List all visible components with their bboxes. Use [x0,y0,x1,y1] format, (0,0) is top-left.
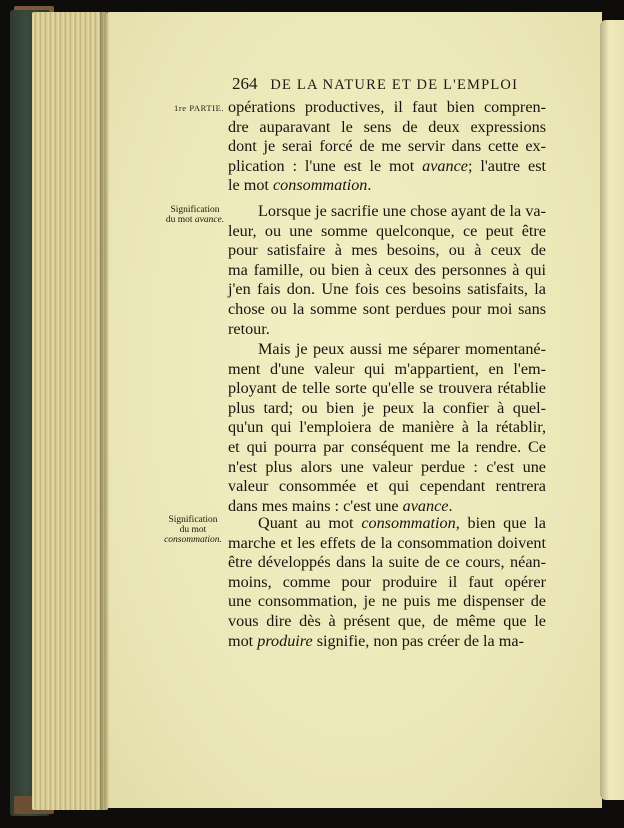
italic-term: avance [422,156,468,175]
text-line: leur, ou une somme quelconque, ce peut être [228,221,546,240]
text-line: chose ou la somme sont perdues pour moi sans [228,299,546,318]
text-line: mot produire signifie, non pas créer de la ma- [228,631,524,650]
text-line: dre auparavant le sens de deux expressions [228,117,546,136]
part-label: 1re PARTIE. [174,103,225,113]
text-line: qu'un qui l'emploiera de manière à la rétablir, [228,418,546,437]
text-line: j'en fais don. Une fois ces besoins satisfaits, la [228,280,546,299]
text-line: Quant au mot consommation, bien que la [258,514,546,532]
text-line: une consommation, je ne puis me dispenser de [228,592,546,611]
running-title: DE LA NATURE ET DE L'EMPLOI [270,77,519,93]
text-line: être développés dans la suite de ce cours, néan- [228,553,546,572]
text-line: retour. [228,319,270,338]
italic-term: consommation [361,514,456,532]
italic-term: consommation [272,176,368,195]
text-line: dont je serai forcé de me servir dans cette ex- [228,137,546,156]
facing-page [600,20,624,800]
text-line: ployant de telle sorte qu'elle se trouvera rétablie [228,379,546,398]
text-line: le mot consommation. [228,176,372,195]
paragraph-2 [228,202,546,339]
text-line: valeur consommée et qui cependant rentrera [228,477,546,496]
text-line: et qui pourra par conséquent me la rendre. Ce [228,437,546,456]
paragraph-4 [228,514,546,651]
text-line: Mais je peux aussi me séparer momentané- [258,340,546,358]
text-line: marche et les effets de la consommation doivent [228,533,546,552]
italic-term: avance [402,496,449,515]
gutter-shadow [100,12,110,810]
text-line: plication : l'une est le mot avance; l'autre est [228,156,546,175]
text-line: ma famille, ou bien à ceux des personnes à qui [228,260,546,279]
text-line: dans mes mains : c'est une avance. [228,496,453,515]
text-line: ment d'une valeur qui m'appartient, en l'em- [228,359,546,378]
margin-note-line: Signification [170,205,220,215]
text-line: Lorsque je sacrifie une chose ayant de la va- [258,202,546,220]
margin-note-line: du mot avance. [165,215,225,225]
margin-note-line: du mot [179,525,207,535]
margin-note-line: consommation. [164,535,222,545]
text-line: moins, comme pour produire il faut opérer [228,572,546,591]
paragraph-1 [228,98,546,196]
text-line: opérations productives, il faut bien compren- [228,98,546,116]
italic-term: produire [257,631,313,650]
paragraph-3 [228,340,546,516]
text-line: pour satisfaire à mes besoins, ou à ceux de [228,241,546,260]
page-edges [32,12,108,810]
text-line: vous dire dès à présent que, de même que le [228,611,546,630]
margin-note-line: Signification [168,515,218,525]
margin-note-consommation [160,515,226,545]
running-header [232,74,522,94]
page-number: 264 [232,74,258,93]
text-line: n'est plus alors une valeur perdue : c'est une [228,457,546,476]
text-line: plus tard; ou bien je peux la confier à quel- [228,398,546,417]
margin-note-avance [162,205,228,225]
